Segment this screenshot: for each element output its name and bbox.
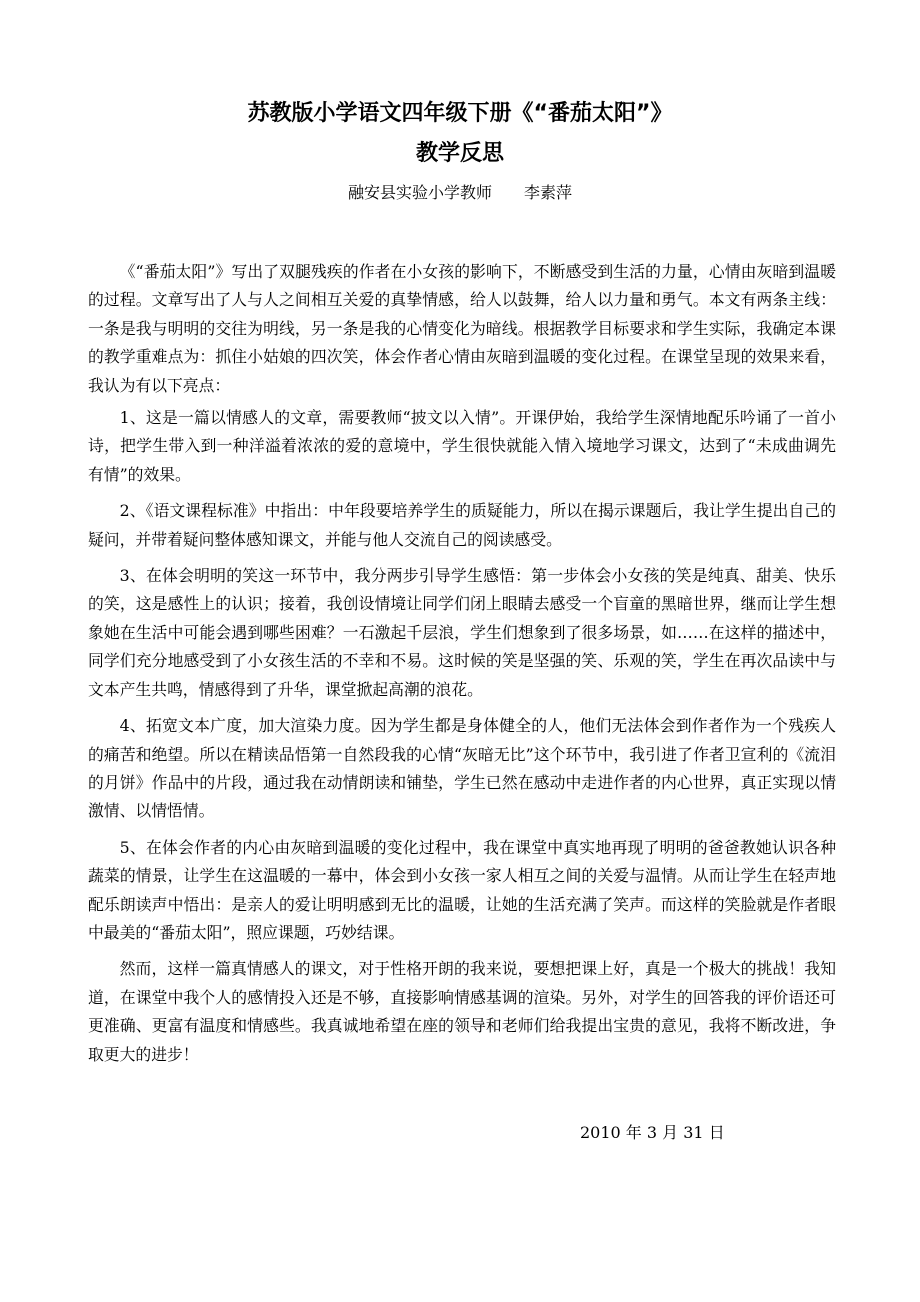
document-date: 2010 年 3 月 31 日	[580, 1123, 725, 1142]
author-byline: 融安县实验小学教师 李素萍	[347, 183, 572, 202]
document-title: 苏教版小学语文四年级下册《“番茄太阳”》	[247, 101, 673, 126]
closing-paragraph: 然而，这样一篇真情感人的课文，对于性格开朗的我来说，要想把课上好，真是一个极大的挑战！我知道，在课堂中我个人的感情投入还是不够，直接影响情感基调的渲染。另外，对学生的回答我的评价语还可更准确、更富有温度和情感些。我真诚地希望在座的领导和老师们给我提出宝贵的意见，我将不断改进，争取更大的进步！	[88, 959, 836, 1064]
document-body	[88, 258, 836, 1077]
document-subtitle: 教学反思	[415, 141, 504, 166]
point-paragraph-3: 3、在体会明明的笑这一环节中，我分两步引导学生感悟：第一步体会小女孩的笑是纯真、甜美、快乐的笑，这是感性上的认识；接着，我创设情境让同学们闭上眼睛去感受一个盲童的黑暗世界，继而让学生想象她在生活中可能会遇到哪些困难？一石激起千层浪，学生们想象到了很多场景，如……在这样的描述中，同学们充分地感受到了小女孩生活的不幸和不易。这时候的笑是坚强的笑、乐观的笑，学生在再次品读中与文本产生共鸣，情感得到了升华，课堂掀起高潮的浪花。	[88, 566, 836, 699]
point-paragraph-2: 2、《语文课程标准》中指出：中年段要培养学生的质疑能力，所以在揭示课题后，我让学生提出自己的疑问，并带着疑问整体感知课文，并能与他人交流自己的阅读感受。	[88, 501, 836, 549]
point-paragraph-4: 4、拓宽文本广度，加大渲染力度。因为学生都是身体健全的人，他们无法体会到作者作为一个残疾人的痛苦和绝望。所以在精读品悟第一自然段我的心情“灰暗无比”这个环节中，我引进了作者卫宣利的《流泪的月饼》作品中的片段，通过我在动情朗读和铺垫，学生已然在感动中走进作者的内心世界，真正实现以情激情、以情悟情。	[88, 716, 836, 821]
intro-paragraph: 《“番茄太阳”》写出了双腿残疾的作者在小女孩的影响下，不断感受到生活的力量，心情由灰暗到温暖的过程。文章写出了人与人之间相互关爱的真挚情感，给人以鼓舞，给人以力量和勇气。本文有两条主线：一条是我与明明的交往为明线，另一条是我的心情变化为暗线。根据教学目标要求和学生实际，我确定本课的教学重难点为：抓住小姑娘的四次笑，体会作者心情由灰暗到温暖的变化过程。在课堂呈现的效果来看，我认为有以下亮点：	[88, 262, 836, 395]
point-paragraph-1: 1、这是一篇以情感人的文章，需要教师“披文以入情”。开课伊始，我给学生深情地配乐吟诵了一首小诗，把学生带入到一种洋溢着浓浓的爱的意境中，学生很快就能入情入境地学习课文，达到了“未成曲调先有情”的效果。	[88, 408, 836, 484]
point-paragraph-5: 5、在体会作者的内心由灰暗到温暖的变化过程中，我在课堂中真实地再现了明明的爸爸教她认识各种蔬菜的情景，让学生在这温暖的一幕中，体会到小女孩一家人相互之间的关爱与温情。从而让学生在轻声地配乐朗读声中悟出：是亲人的爱让明明感到无比的温暖，让她的生活充满了笑声。而这样的笑脸就是作者眼中最美的“番茄太阳”，照应课题，巧妙结课。	[88, 837, 836, 942]
